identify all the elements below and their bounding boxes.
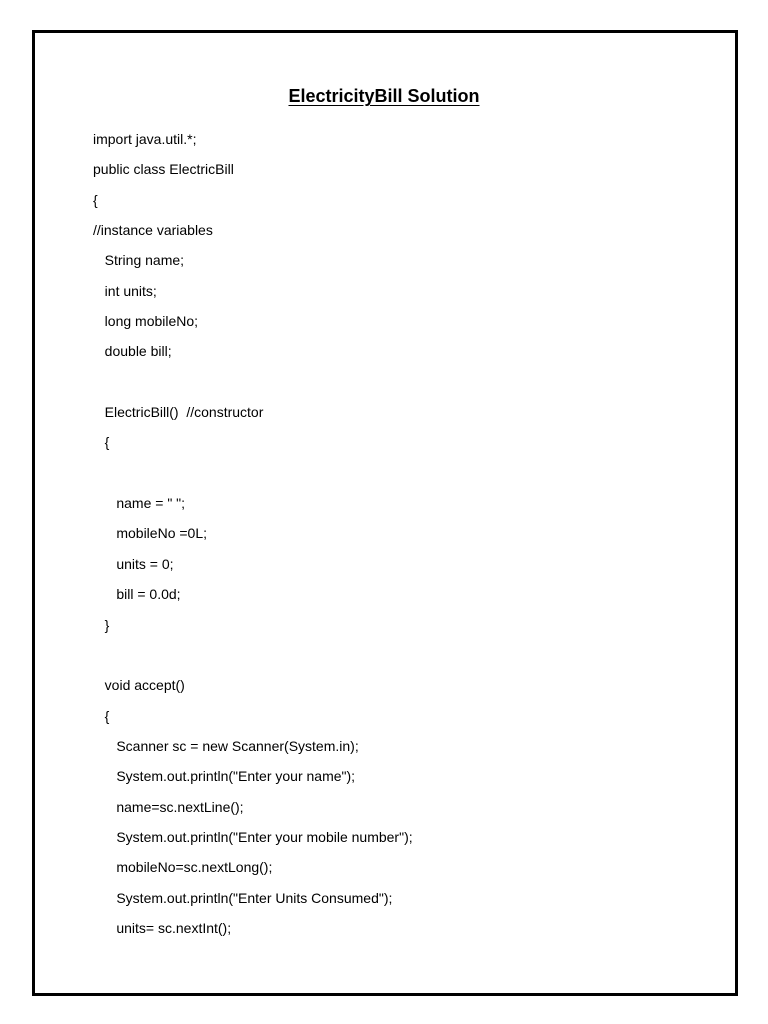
code-line: import java.util.*; [93,131,197,147]
code-line: { [93,707,110,724]
code-line: public class ElectricBill [93,161,234,178]
code-line: System.out.println("Enter Units Consumed"); [93,889,393,906]
code-line: units = 0; [93,555,174,572]
code-line: { [93,191,98,208]
code-line [93,367,413,397]
code-line: { [93,434,110,451]
code-line: } [93,616,110,633]
code-line: mobileNo =0L; [93,525,208,542]
code-line: System.out.println("Enter your mobile number"); [93,828,413,845]
code-line: ElectricBill() //constructor [93,404,264,421]
code-listing [93,124,413,943]
code-line: units= sc.nextInt(); [93,919,232,936]
code-line [93,458,413,488]
code-line: mobileNo=sc.nextLong(); [93,859,273,876]
code-line: bill = 0.0d; [93,586,181,603]
code-line: //instance variables [93,222,213,239]
code-line: String name; [93,252,185,269]
code-line: name = " "; [93,495,186,512]
code-line: long mobileNo; [93,313,199,330]
code-line: int units; [93,282,157,299]
code-line: double bill; [93,343,172,360]
document-title: ElectricityBill Solution [288,86,480,106]
code-line: name=sc.nextLine(); [93,798,244,815]
code-line: void accept() [93,677,185,694]
code-line: System.out.println("Enter your name"); [93,768,356,785]
code-line: Scanner sc = new Scanner(System.in); [93,737,359,754]
code-line [93,640,413,670]
